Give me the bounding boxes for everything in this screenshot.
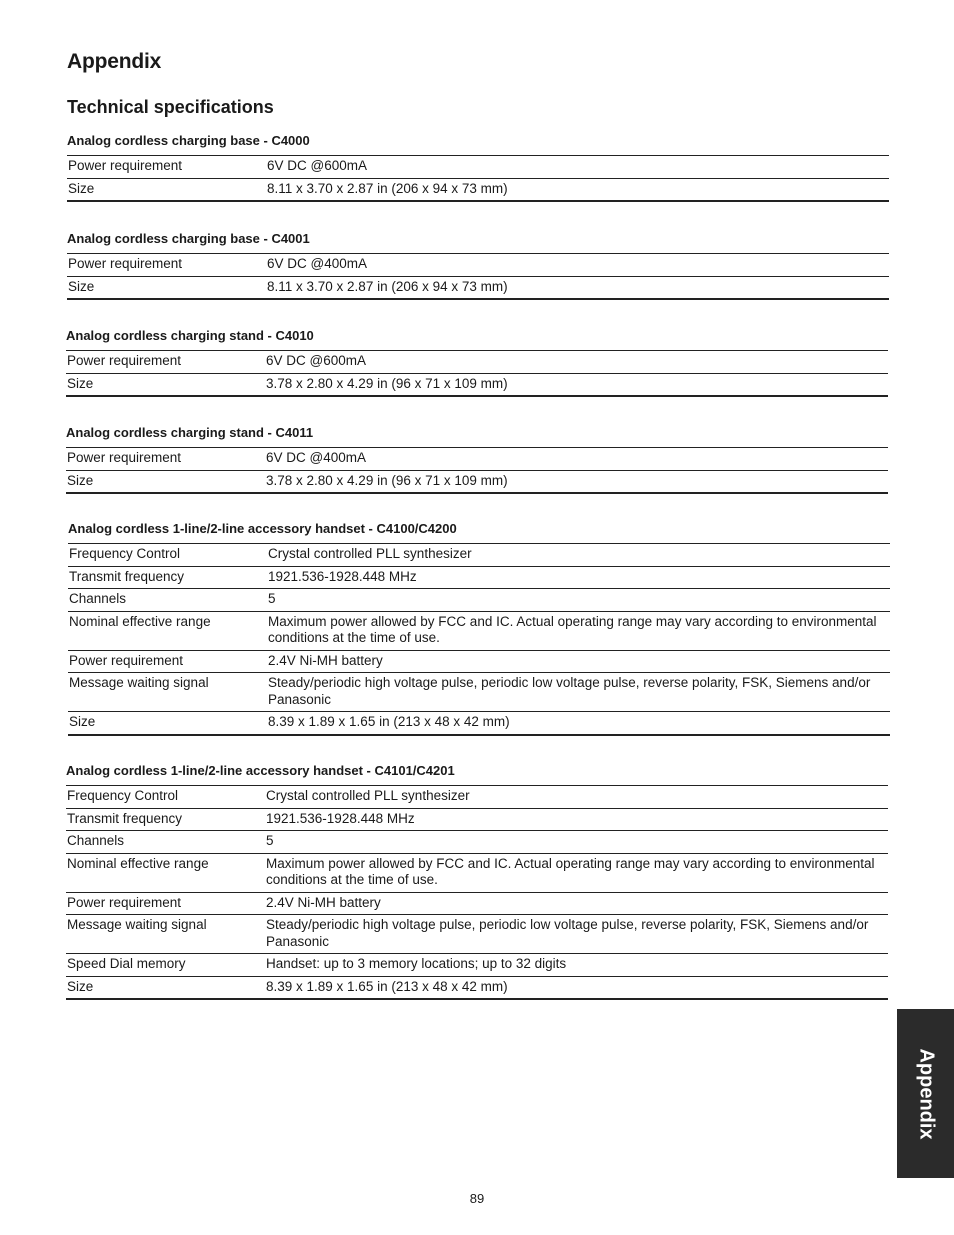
table-row [66, 976, 888, 999]
spec-label: Frequency Control [68, 544, 267, 567]
spec-label: Size [66, 976, 265, 999]
table-row [67, 254, 889, 277]
table-row [67, 156, 889, 179]
spec-value: Crystal controlled PLL synthesizer [267, 544, 890, 567]
spec-label: Channels [66, 831, 265, 854]
spec-label: Speed Dial memory [66, 954, 265, 977]
table-row [68, 673, 890, 712]
spec-value: 3.78 x 2.80 x 4.29 in (96 x 71 x 109 mm) [265, 373, 888, 396]
spec-block-c4101-c4201 [66, 763, 888, 1000]
spec-label: Message waiting signal [66, 915, 265, 954]
spec-value: 2.4V Ni-MH battery [267, 650, 890, 673]
spec-label: Nominal effective range [66, 853, 265, 892]
spec-label: Channels [68, 589, 267, 612]
table-row [68, 611, 890, 650]
spec-value: Steady/periodic high voltage pulse, periodic low voltage pulse, reverse polarity, FSK, Siemens and/or Panasonic [265, 915, 888, 954]
table-row [66, 915, 888, 954]
table-row [66, 351, 888, 374]
spec-value: 6V DC @400mA [266, 254, 889, 277]
table-row [66, 853, 888, 892]
spec-label: Transmit frequency [68, 566, 267, 589]
spec-label: Power requirement [66, 892, 265, 915]
spec-block-title: Analog cordless charging base - C4001 [67, 231, 310, 246]
spec-value: 1921.536-1928.448 MHz [265, 808, 888, 831]
spec-label: Power requirement [68, 650, 267, 673]
page-heading: Appendix [67, 50, 162, 73]
table-row [66, 448, 888, 471]
table-row [68, 544, 890, 567]
spec-value: 2.4V Ni-MH battery [265, 892, 888, 915]
page-number: 89 [469, 1191, 485, 1206]
table-row [68, 712, 890, 735]
spec-value: 6V DC @600mA [266, 156, 889, 179]
spec-label: Nominal effective range [68, 611, 267, 650]
spec-block-title: Analog cordless 1-line/2-line accessory handset - C4100/C4200 [68, 521, 457, 536]
side-tab-label: Appendix [915, 1047, 937, 1140]
table-row [68, 589, 890, 612]
spec-label: Size [66, 470, 265, 493]
spec-value: 5 [267, 589, 890, 612]
spec-value: Steady/periodic high voltage pulse, periodic low voltage pulse, reverse polarity, FSK, Siemens and/or Panasonic [267, 673, 890, 712]
table-row [66, 808, 888, 831]
table-row [66, 786, 888, 809]
spec-block-title: Analog cordless charging stand - C4011 [66, 425, 314, 440]
spec-value: 5 [265, 831, 888, 854]
spec-table [66, 785, 888, 1000]
spec-block-c4011 [66, 425, 888, 494]
table-row [68, 650, 890, 673]
spec-value: Maximum power allowed by FCC and IC. Actual operating range may vary according to environmental conditions at the time of use. [267, 611, 890, 650]
spec-value: 8.11 x 3.70 x 2.87 in (206 x 94 x 73 mm) [266, 178, 889, 201]
spec-block-c4001 [67, 231, 889, 300]
spec-value: Crystal controlled PLL synthesizer [265, 786, 888, 809]
table-row [66, 470, 888, 493]
spec-value: 8.11 x 3.70 x 2.87 in (206 x 94 x 73 mm) [266, 276, 889, 299]
spec-label: Size [66, 373, 265, 396]
section-heading: Technical specifications [67, 97, 274, 117]
spec-label: Frequency Control [66, 786, 265, 809]
spec-value: 8.39 x 1.89 x 1.65 in (213 x 48 x 42 mm) [267, 712, 890, 735]
spec-table [67, 155, 889, 202]
spec-label: Size [67, 276, 266, 299]
table-row [66, 373, 888, 396]
spec-block-c4100-c4200 [68, 521, 890, 736]
spec-block-c4010 [66, 328, 888, 397]
spec-block-title: Analog cordless 1-line/2-line accessory handset - C4101/C4201 [66, 763, 455, 778]
spec-table [66, 447, 888, 494]
spec-block-title: Analog cordless charging stand - C4010 [66, 328, 314, 343]
spec-block-title: Analog cordless charging base - C4000 [67, 133, 310, 148]
table-row [66, 954, 888, 977]
spec-table [68, 543, 890, 736]
spec-label: Size [68, 712, 267, 735]
appendix-side-tab [897, 1009, 954, 1178]
spec-value: Maximum power allowed by FCC and IC. Actual operating range may vary according to environmental conditions at the time of use. [265, 853, 888, 892]
spec-label: Power requirement [67, 254, 266, 277]
table-row [67, 276, 889, 299]
table-row [66, 892, 888, 915]
spec-value: 6V DC @400mA [265, 448, 888, 471]
table-row [67, 178, 889, 201]
spec-label: Power requirement [67, 156, 266, 179]
spec-value: 6V DC @600mA [265, 351, 888, 374]
spec-table [67, 253, 889, 300]
table-row [68, 566, 890, 589]
spec-value: Handset: up to 3 memory locations; up to 32 digits [265, 954, 888, 977]
spec-block-c4000 [67, 133, 889, 202]
spec-label: Size [67, 178, 266, 201]
spec-label: Power requirement [66, 448, 265, 471]
spec-label: Message waiting signal [68, 673, 267, 712]
spec-table [66, 350, 888, 397]
spec-value: 3.78 x 2.80 x 4.29 in (96 x 71 x 109 mm) [265, 470, 888, 493]
table-row [66, 831, 888, 854]
spec-label: Power requirement [66, 351, 265, 374]
spec-value: 8.39 x 1.89 x 1.65 in (213 x 48 x 42 mm) [265, 976, 888, 999]
spec-value: 1921.536-1928.448 MHz [267, 566, 890, 589]
spec-label: Transmit frequency [66, 808, 265, 831]
